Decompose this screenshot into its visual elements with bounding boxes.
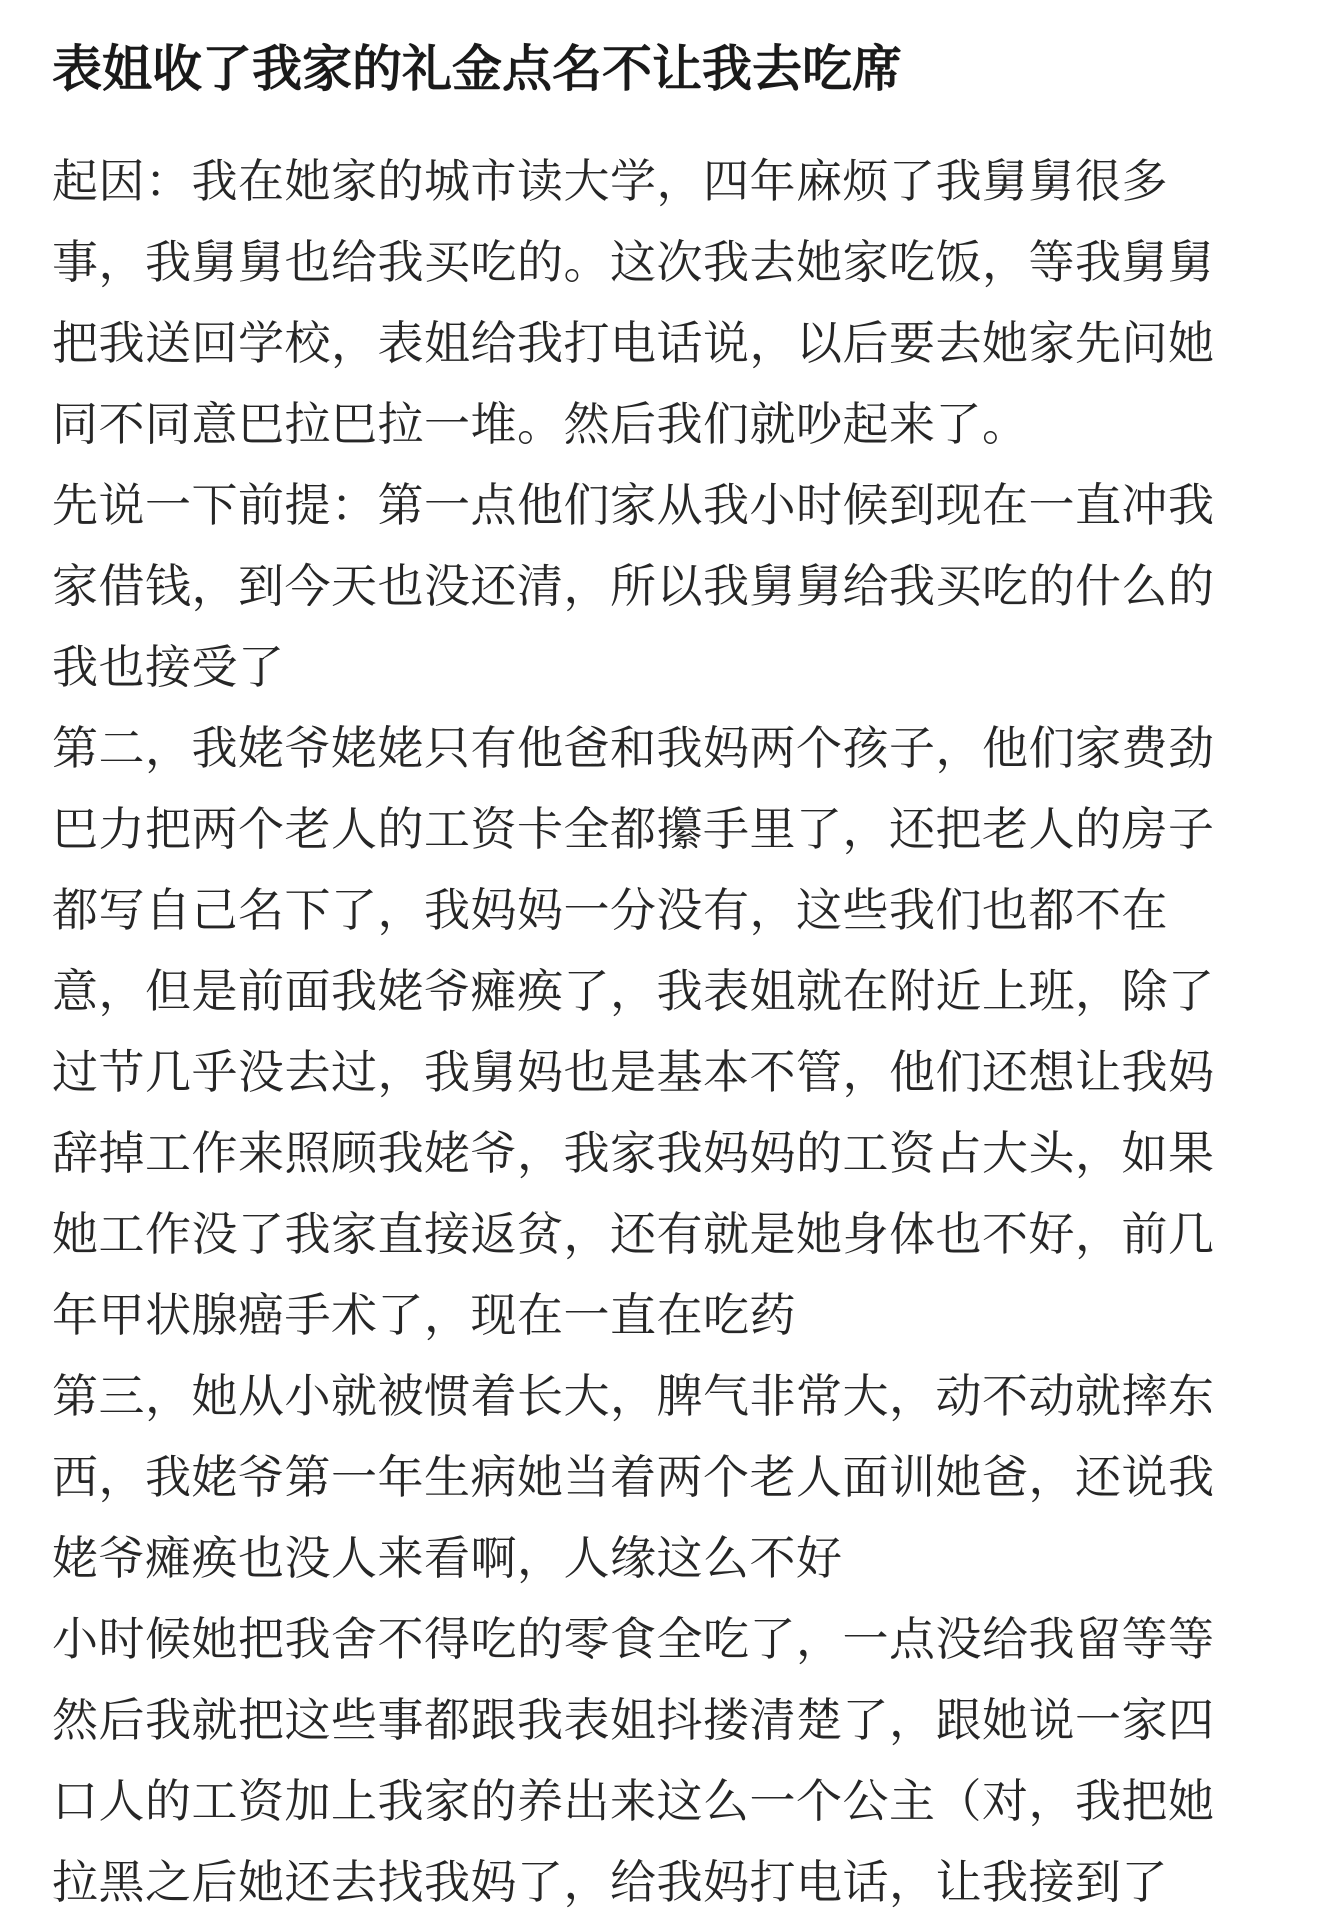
body-line: 辞掉工作来照顾我姥爷，我家我妈妈的工资占大头，如果 — [52, 1126, 1215, 1180]
body-line: 家借钱，到今天也没还清，所以我舅舅给我买吃的什么的 — [52, 559, 1215, 613]
body-line: 事，我舅舅也给我买吃的。这次我去她家吃饭，等我舅舅 — [52, 235, 1215, 289]
body-line: 我也接受了 — [52, 640, 285, 694]
body-line: 起因：我在她家的城市读大学，四年麻烦了我舅舅很多 — [52, 154, 1168, 208]
body-line: 第二，我姥爷姥姥只有他爸和我妈两个孩子，他们家费劲 — [52, 721, 1215, 775]
post-body — [52, 141, 1282, 1923]
body-line: 西，我姥爷第一年生病她当着两个老人面训她爸，还说我 — [52, 1450, 1215, 1504]
body-line: 年甲状腺癌手术了，现在一直在吃药 — [52, 1288, 796, 1342]
body-line: 意，但是前面我姥爷瘫痪了，我表姐就在附近上班，除了 — [52, 964, 1215, 1018]
post — [52, 0, 1282, 1923]
body-line: 第三，她从小就被惯着长大，脾气非常大，动不动就摔东 — [52, 1369, 1215, 1423]
body-line: 拉黑之后她还去找我妈了，给我妈打电话，让我接到了 — [52, 1855, 1168, 1909]
post-title: 表姐收了我家的礼金点名不让我去吃席 — [52, 40, 902, 98]
body-line: 口人的工资加上我家的养出来这么一个公主（对，我把她 — [52, 1774, 1215, 1828]
body-line: 过节几乎没去过，我舅妈也是基本不管，他们还想让我妈 — [52, 1045, 1215, 1099]
body-line: 都写自己名下了，我妈妈一分没有，这些我们也都不在 — [52, 883, 1168, 937]
body-line: 巴力把两个老人的工资卡全都攥手里了，还把老人的房子 — [52, 802, 1215, 856]
body-line: 姥爷瘫痪也没人来看啊，人缘这么不好 — [52, 1531, 843, 1585]
body-line: 小时候她把我舍不得吃的零食全吃了，一点没给我留等等 — [52, 1612, 1215, 1666]
body-line: 同不同意巴拉巴拉一堆。然后我们就吵起来了。 — [52, 397, 1029, 451]
body-line: 把我送回学校，表姐给我打电话说，以后要去她家先问她 — [52, 316, 1215, 370]
body-line: 先说一下前提：第一点他们家从我小时候到现在一直冲我 — [52, 478, 1215, 532]
body-line: 她工作没了我家直接返贫，还有就是她身体也不好，前几 — [52, 1207, 1215, 1261]
body-line: 然后我就把这些事都跟我表姐抖搂清楚了，跟她说一家四 — [52, 1693, 1215, 1747]
